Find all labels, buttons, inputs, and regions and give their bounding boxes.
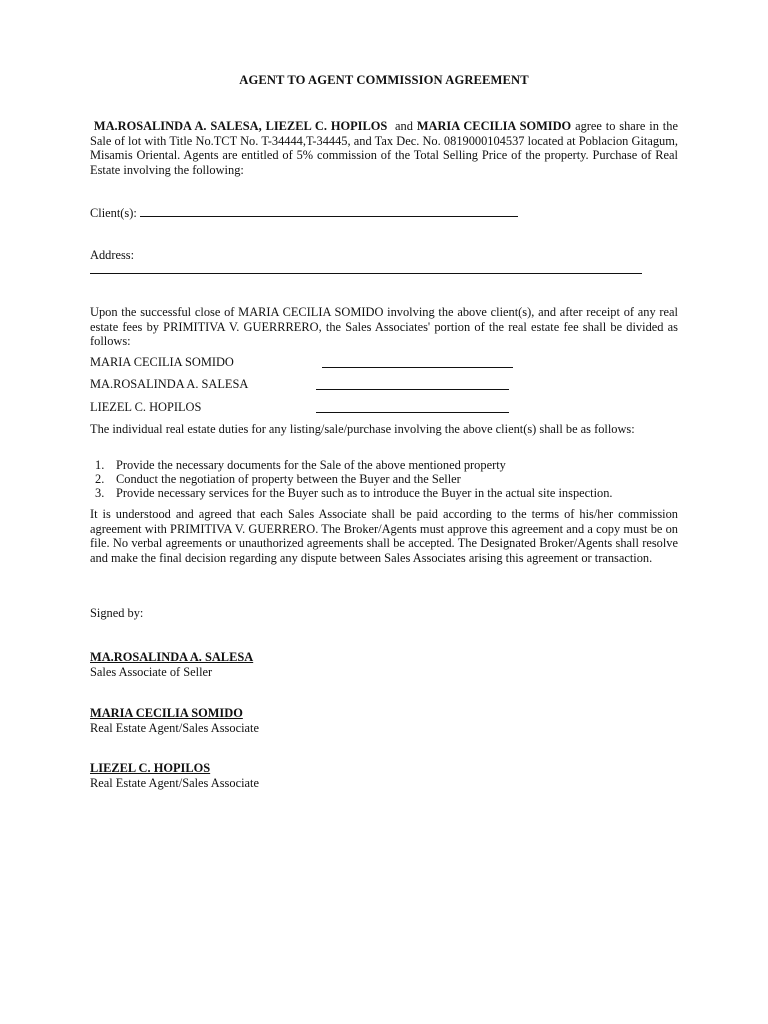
intro-parties: MA.ROSALINDA A. SALESA, LIEZEL C. HOPILOS bbox=[93, 119, 388, 133]
document-page bbox=[90, 0, 678, 1024]
signature-block bbox=[90, 761, 259, 790]
signatory-name: LIEZEL C. HOPILOS bbox=[90, 761, 211, 775]
list-item-text: Conduct the negotiation of property between the Buyer and the Seller bbox=[116, 472, 461, 486]
division-row bbox=[90, 400, 678, 415]
list-item bbox=[90, 486, 678, 500]
address-field bbox=[90, 248, 134, 263]
intro-paragraph bbox=[90, 119, 678, 177]
division-row-name: LIEZEL C. HOPILOS bbox=[90, 400, 202, 414]
list-item bbox=[90, 472, 678, 486]
division-row bbox=[90, 377, 678, 392]
signatory-name: MA.ROSALINDA A. SALESA bbox=[90, 650, 254, 664]
understanding-paragraph: It is understood and agreed that each Sales Associate shall be paid according to the terms of his/her commission agreement with PRIMITIVA V. GUERRERO. The Broker/Agents must approve this agreement and a copy must be on file. No verbal agreements or unauthorized agreements shall be accepted. The Designated Broker/Agents shall resolve and make the final decision regarding any dispute between Sales Associates arising this agreement or transaction. bbox=[90, 507, 678, 565]
signatory-role: Real Estate Agent/Sales Associate bbox=[90, 720, 259, 735]
division-row-blank bbox=[316, 377, 509, 390]
signature-block bbox=[90, 706, 259, 735]
division-row bbox=[90, 355, 678, 370]
intro-party-last: MARIA CECILIA SOMIDO bbox=[416, 119, 572, 133]
signatory-role: Real Estate Agent/Sales Associate bbox=[90, 775, 259, 790]
intro-and: and bbox=[395, 119, 413, 133]
duties-paragraph: The individual real estate duties for any listing/sale/purchase involving the above client(s) shall be as follows: bbox=[90, 422, 635, 436]
list-item-text: Provide the necessary documents for the Sale of the above mentioned property bbox=[116, 458, 506, 472]
clients-field bbox=[90, 205, 518, 221]
list-item bbox=[90, 458, 678, 472]
signatory-role: Sales Associate of Seller bbox=[90, 664, 213, 679]
intro-text: agree to share in the Sale of lot with Title No.TCT No. T-34444,T-34445, and Tax Dec. No. 0819000104537 located at Poblacion Gitagum, Misamis Oriental. Agents are entitled of 5% commission of the Total Selling Price of the property. Purchase of Real Estate involving the following: bbox=[90, 119, 678, 177]
signatory-name: MARIA CECILIA SOMIDO bbox=[90, 706, 243, 720]
division-row-blank bbox=[316, 400, 509, 413]
clients-blank bbox=[140, 205, 518, 217]
signature-block bbox=[90, 650, 253, 679]
list-item-number: 3. bbox=[95, 486, 105, 500]
list-item-number: 2. bbox=[95, 472, 105, 486]
clients-label: Client(s): bbox=[90, 206, 137, 220]
address-blank bbox=[90, 262, 642, 274]
document-title: AGENT TO AGENT COMMISSION AGREEMENT bbox=[239, 73, 529, 87]
duties-list bbox=[90, 458, 678, 500]
division-row-name: MA.ROSALINDA A. SALESA bbox=[90, 377, 249, 391]
list-item-text: Provide necessary services for the Buyer such as to introduce the Buyer in the actual site inspection. bbox=[116, 486, 613, 500]
address-label: Address: bbox=[90, 248, 135, 262]
division-paragraph: Upon the successful close of MARIA CECILIA SOMIDO involving the above client(s), and after receipt of any real estate fees by PRIMITIVA V. GUERRRERO, the Sales Associates' portion of the real estate fee shall be divided as follows: bbox=[90, 305, 678, 348]
list-item-number: 1. bbox=[95, 458, 105, 472]
signed-by-label: Signed by: bbox=[90, 606, 144, 620]
address-blank-line bbox=[90, 262, 642, 278]
division-row-name: MARIA CECILIA SOMIDO bbox=[90, 355, 234, 369]
division-row-blank bbox=[322, 355, 513, 368]
